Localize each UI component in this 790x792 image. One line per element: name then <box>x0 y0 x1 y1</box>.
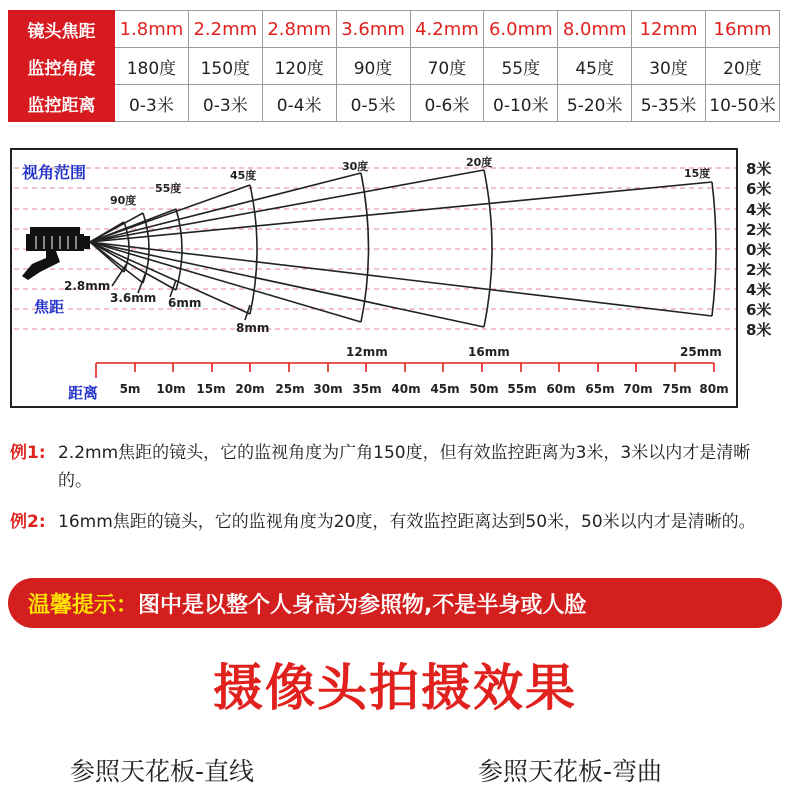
distance-tick-label: 75m <box>662 382 692 396</box>
angle-label-90: 90度 <box>110 194 137 207</box>
example-text: 16mm焦距的镜头，它的监视角度为20度，有效监控距离达到50米，50米以内才是清晰的。 <box>58 512 756 532</box>
distance-tick-label: 65m <box>585 382 615 396</box>
angle-label-55: 55度 <box>155 182 182 195</box>
distance-tick-label: 50m <box>469 382 499 396</box>
distance-tick-label: 15m <box>196 382 226 396</box>
angle-label-15: 15度 <box>684 167 711 180</box>
distance-cell: 0-4米 <box>262 85 336 122</box>
focal-cell: 16mm <box>706 11 780 48</box>
distance-tick-label: 80m <box>699 382 729 396</box>
angle-label-20: 20度 <box>466 156 493 169</box>
distance-tick-label: 40m <box>391 382 421 396</box>
height-label: 4米 <box>746 201 772 219</box>
distance-cell: 5-35米 <box>632 85 706 122</box>
distance-tick-label: 60m <box>546 382 576 396</box>
focal-label-8mm: 8mm <box>236 321 270 335</box>
row-label-angle: 监控角度 <box>9 48 115 85</box>
distance-axis-label: 距离 <box>68 384 99 402</box>
example-1 <box>10 439 780 499</box>
height-label: 6米 <box>746 301 772 319</box>
focal-axis-label: 焦距 <box>34 298 65 316</box>
distance-cell: 0-3米 <box>188 85 262 122</box>
angle-label-45: 45度 <box>230 169 257 182</box>
cone-edge <box>90 173 361 242</box>
distance-cell: 0-6米 <box>410 85 484 122</box>
effect-title: 摄像头拍摄效果 <box>213 659 577 717</box>
distance-cell: 5-20米 <box>558 85 632 122</box>
focal-cell: 1.8mm <box>115 11 189 48</box>
tip-label: 温馨提示： <box>28 592 139 618</box>
distance-cell: 0-3米 <box>115 85 189 122</box>
row-label-distance: 监控距离 <box>9 85 115 122</box>
height-label: 2米 <box>746 261 772 279</box>
angle-cell: 55度 <box>484 48 558 85</box>
focal-label-25mm: 25mm <box>680 345 722 359</box>
diagram-title: 视角范围 <box>22 163 87 182</box>
tip-text: 图中是以整个人身高为参照物,不是半身或人脸 <box>138 592 587 618</box>
focal-label-16mm: 16mm <box>468 345 510 359</box>
focal-label-6mm: 6mm <box>168 296 202 310</box>
focal-cell: 2.2mm <box>188 11 262 48</box>
focal-cell: 6.0mm <box>484 11 558 48</box>
angle-cell: 70度 <box>410 48 484 85</box>
row-label-focal: 镜头焦距 <box>9 11 115 48</box>
distance-tick-label: 30m <box>313 382 343 396</box>
height-label: 4米 <box>746 281 772 299</box>
camera-icon <box>22 227 90 280</box>
cone-edge <box>90 182 712 242</box>
focal-cell: 4.2mm <box>410 11 484 48</box>
caption-curved: 参照天花板-弯曲 <box>478 757 663 786</box>
distance-tick-label: 25m <box>275 382 305 396</box>
height-label: 2米 <box>746 221 772 239</box>
cone-arc <box>712 182 716 316</box>
focal-cell: 3.6mm <box>336 11 410 48</box>
example-label: 例1: <box>10 443 46 463</box>
example-label: 例2: <box>10 512 46 532</box>
height-label: 8米 <box>746 321 772 339</box>
focal-cell: 12mm <box>632 11 706 48</box>
distance-tick-label: 10m <box>156 382 186 396</box>
distance-ruler <box>96 363 714 378</box>
distance-tick-label: 20m <box>235 382 265 396</box>
angle-cell: 20度 <box>706 48 780 85</box>
focal-cell: 8.0mm <box>558 11 632 48</box>
angle-cell: 180度 <box>115 48 189 85</box>
angle-cell: 150度 <box>188 48 262 85</box>
height-label: 8米 <box>746 160 772 178</box>
focal-label-3-6mm: 3.6mm <box>110 291 157 305</box>
distance-tick-label: 55m <box>507 382 537 396</box>
distance-cell: 0-10米 <box>484 85 558 122</box>
distance-tick-label: 70m <box>623 382 653 396</box>
distance-tick-label: 45m <box>430 382 460 396</box>
angle-cell: 120度 <box>262 48 336 85</box>
tip-banner <box>8 578 782 628</box>
example-text: 2.2mm焦距的镜头，它的监视角度为广角150度，但有效监控距离为3米，3米以内才是清晰的。 <box>58 443 751 491</box>
angle-cell: 90度 <box>336 48 410 85</box>
angle-label-30: 30度 <box>342 160 369 173</box>
distance-tick-label: 35m <box>352 382 382 396</box>
example-2 <box>10 508 780 568</box>
focal-cell: 2.8mm <box>262 11 336 48</box>
angle-cell: 45度 <box>558 48 632 85</box>
height-label: 0米 <box>746 241 772 259</box>
distance-cell: 0-5米 <box>336 85 410 122</box>
cone-edge <box>90 242 361 322</box>
cone-edge <box>90 170 484 242</box>
distance-tick-label: 5m <box>119 382 141 396</box>
focal-label-12mm: 12mm <box>346 345 388 359</box>
caption-straight: 参照天花板-直线 <box>70 757 255 786</box>
angle-cell: 30度 <box>632 48 706 85</box>
cone-arc <box>361 173 369 322</box>
focal-label-2-8mm: 2.8mm <box>64 279 111 293</box>
height-label: 6米 <box>746 180 772 198</box>
leader-line <box>138 272 146 293</box>
distance-cell: 10-50米 <box>706 85 780 122</box>
